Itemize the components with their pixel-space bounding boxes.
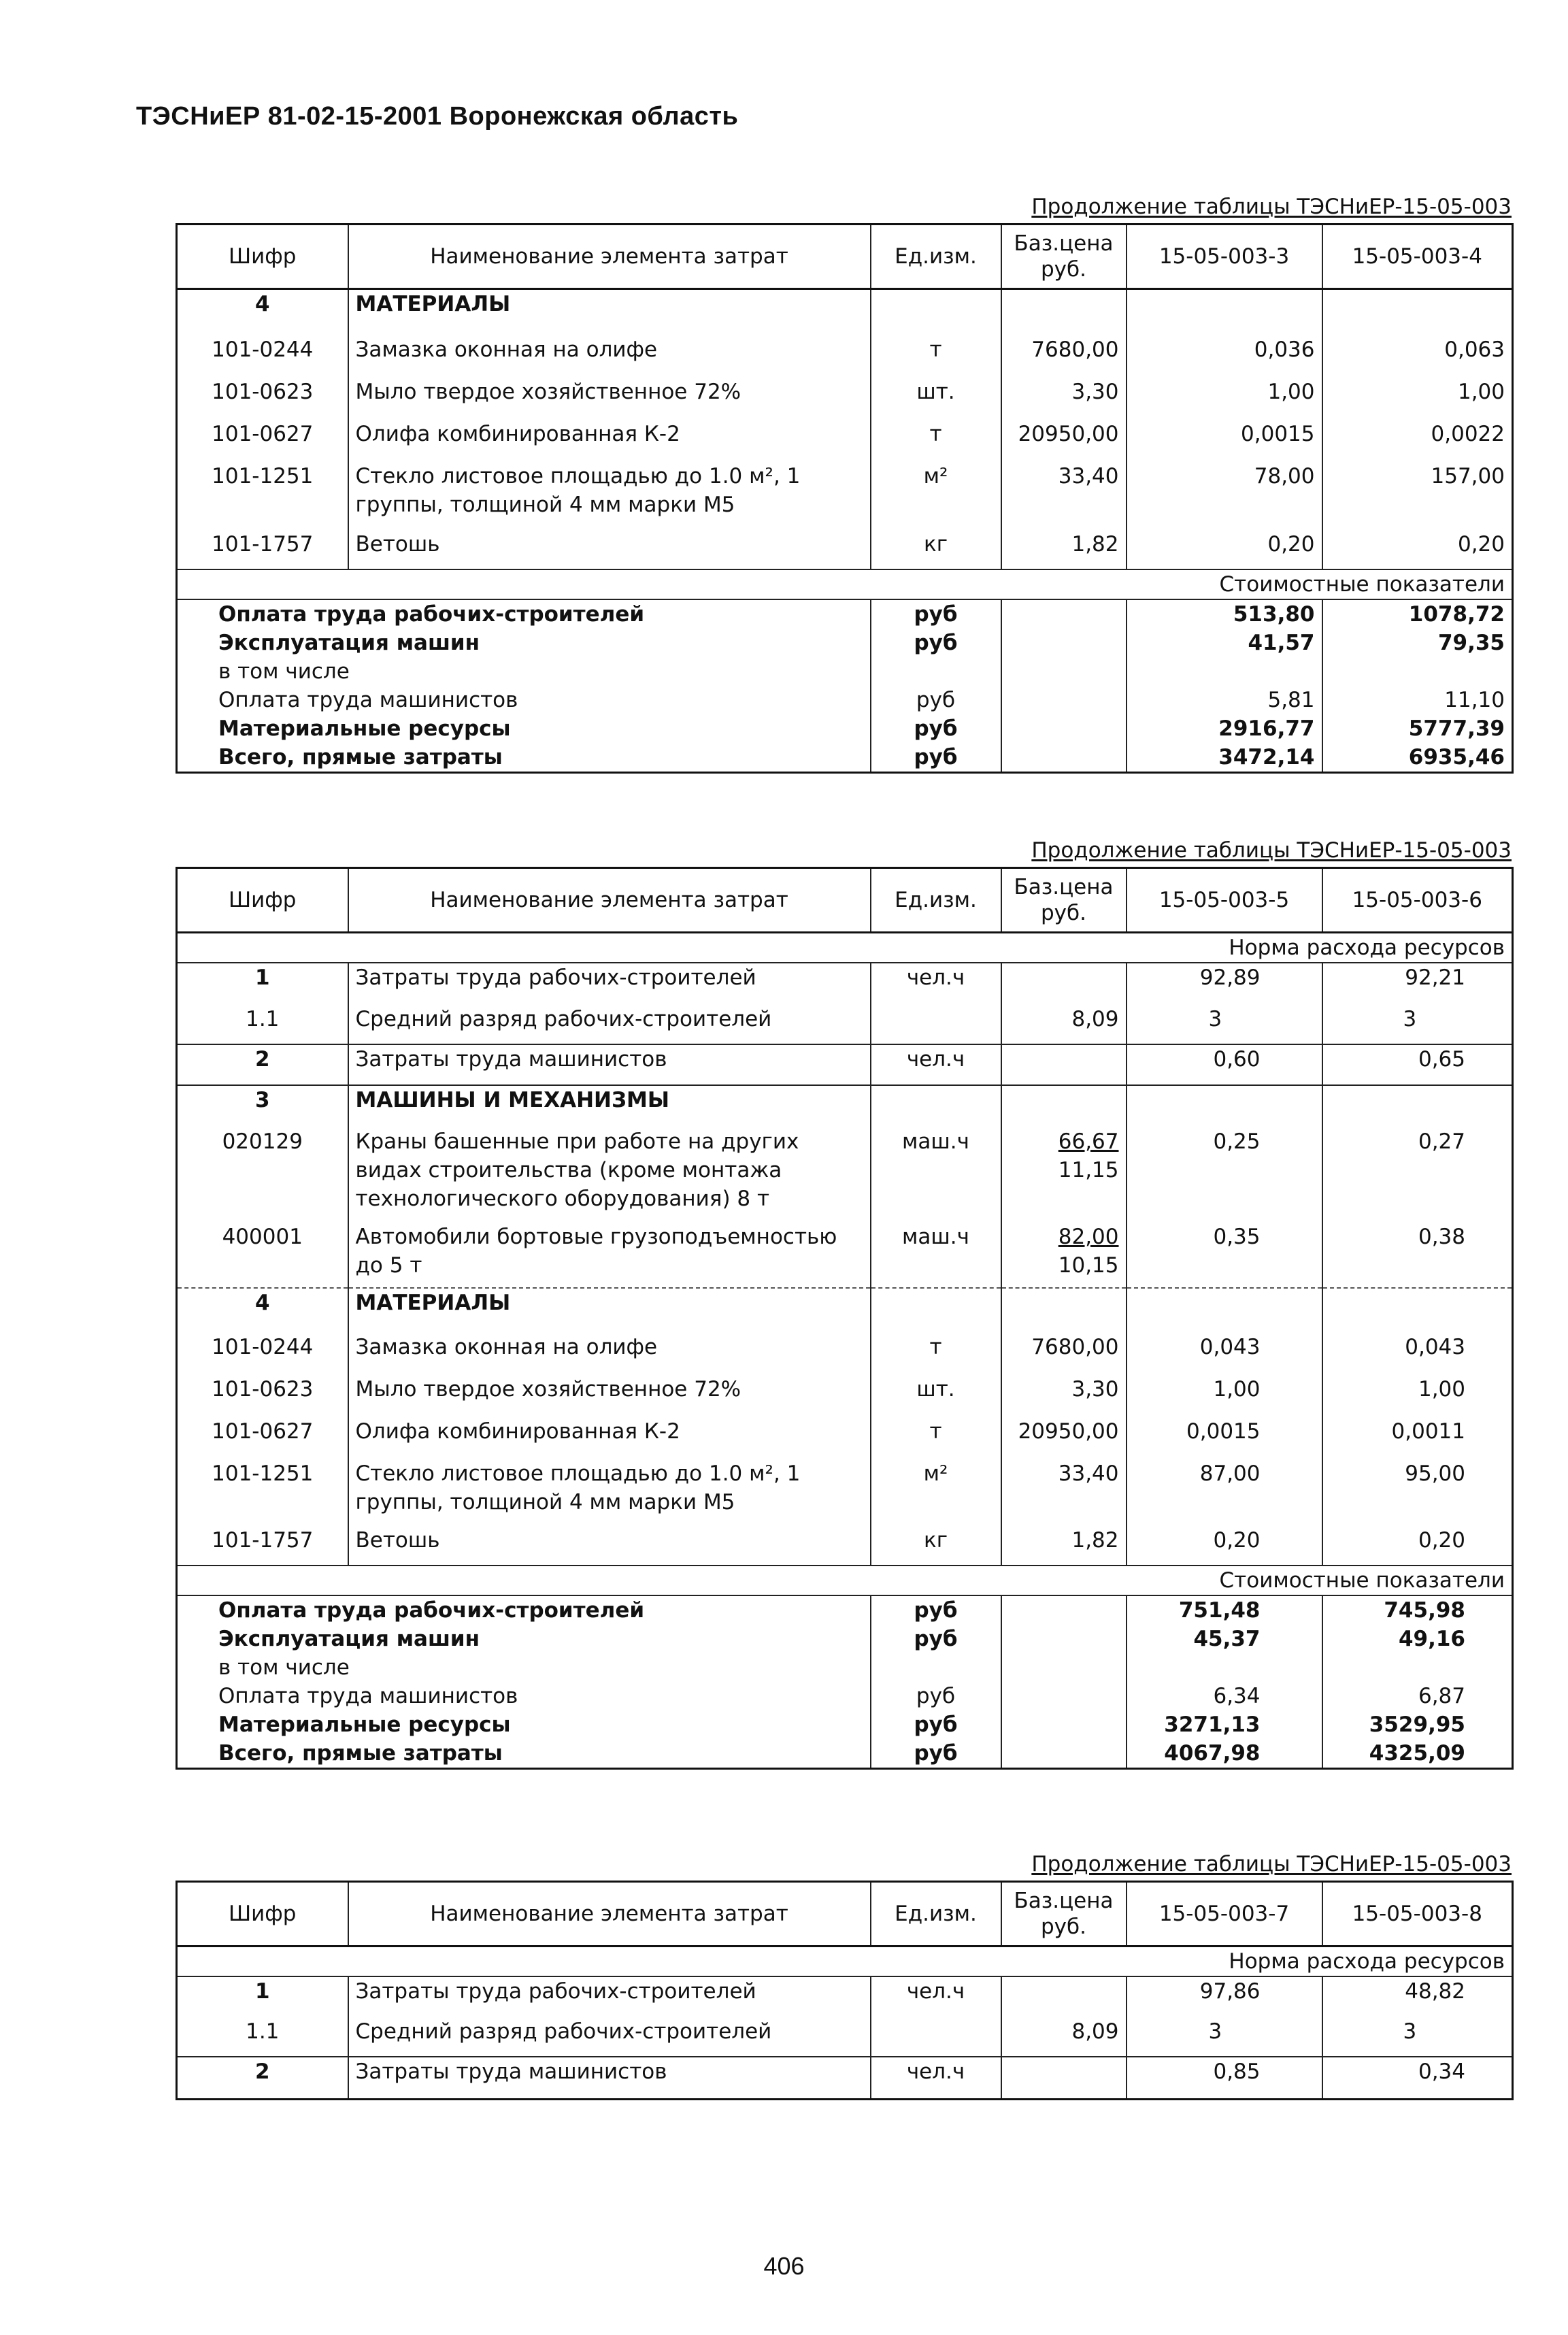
resource-name: Автомобили бортовые грузоподъемностью до 5 т — [348, 1223, 871, 1288]
resource-unit: чел.ч — [871, 2057, 1001, 2099]
resource-name: Стекло листовое площадью до 1.0 м², 1 группы, толщиной 4 мм марки М5 — [348, 462, 871, 530]
header-col-b: 15-05-003-8 — [1322, 1882, 1513, 1947]
resource-value-b: 157,00 — [1322, 462, 1513, 530]
resource-unit: чел.ч — [871, 963, 1001, 1005]
resource-code: 1 — [254, 965, 270, 990]
resource-name: Мыло твердое хозяйственное 72% — [348, 378, 871, 420]
cost-value-b: 6,87 — [1322, 1682, 1513, 1710]
resource-value-b: 0,043 — [1322, 1333, 1513, 1375]
header-col-b: 15-05-003-4 — [1322, 225, 1513, 289]
resource-price — [1001, 1044, 1127, 1085]
cost-value-a: 45,37 — [1127, 1625, 1322, 1653]
resource-price — [1001, 2057, 1127, 2099]
resource-price: 33,40 — [1001, 1459, 1127, 1526]
header-col-a: 15-05-003-5 — [1127, 868, 1322, 933]
resource-value-a: 0,0015 — [1127, 420, 1322, 462]
resource-value-b: 0,38 — [1322, 1223, 1513, 1288]
section-code: 4 — [254, 292, 270, 316]
header-unit: Ед.изм. — [871, 1882, 1001, 1947]
resource-value-a: 0,20 — [1127, 1526, 1322, 1566]
table-caption: Продолжение таблицы ТЭСНиЕР-15-05-003 — [1031, 195, 1512, 219]
cost-name: в том числе — [218, 659, 350, 684]
resource-code: 1 — [254, 1979, 270, 2004]
resource-value-a: 87,00 — [1127, 1459, 1322, 1526]
resource-price: 1,82 — [1001, 1526, 1127, 1566]
header-code: Шифр — [229, 888, 297, 912]
table-caption: Продолжение таблицы ТЭСНиЕР-15-05-003 — [1031, 838, 1512, 863]
cost-value-b: 4325,09 — [1322, 1739, 1513, 1769]
header-price: Баз.цена руб. — [1001, 1882, 1127, 1947]
section-code: 3 — [254, 1088, 270, 1112]
cost-name: Материальные ресурсы — [218, 1712, 511, 1737]
header-col-b: 15-05-003-6 — [1322, 868, 1513, 933]
header-unit: Ед.изм. — [871, 225, 1001, 289]
resource-price: 82,00 10,15 — [1001, 1223, 1127, 1288]
cost-value-a: 5,81 — [1127, 686, 1322, 714]
resource-code: 020129 — [222, 1129, 303, 1154]
header-name: Наименование элемента затрат — [348, 1882, 871, 1947]
header-col-a: 15-05-003-3 — [1127, 225, 1322, 289]
resource-price — [1001, 963, 1127, 1005]
cost-value-b: 1078,72 — [1322, 599, 1513, 629]
resource-value-a: 0,85 — [1127, 2057, 1322, 2099]
cost-value-a: 41,57 — [1127, 629, 1322, 657]
rates-table-3 — [176, 1881, 1514, 2100]
resource-value-a: 3 — [1127, 2017, 1322, 2057]
resource-name: Замазка оконная на олифе — [348, 1333, 871, 1375]
resource-price: 7680,00 — [1001, 1333, 1127, 1375]
header-name: Наименование элемента затрат — [348, 225, 871, 289]
cost-name: в том числе — [218, 1655, 350, 1680]
resource-value-b: 48,82 — [1322, 1976, 1513, 2017]
resource-name: Замазка оконная на олифе — [348, 335, 871, 378]
cost-name: Оплата труда машинистов — [218, 1684, 518, 1708]
resource-unit: маш.ч — [871, 1223, 1001, 1288]
resource-value-a: 78,00 — [1127, 462, 1322, 530]
resource-code: 101-1757 — [212, 1528, 314, 1553]
resource-unit: т — [871, 1417, 1001, 1459]
resource-code: 101-0623 — [212, 1377, 314, 1402]
header-name: Наименование элемента затрат — [348, 868, 871, 933]
resource-value-a: 1,00 — [1127, 378, 1322, 420]
resource-value-b: 0,65 — [1322, 1044, 1513, 1085]
cost-name: Материальные ресурсы — [218, 716, 511, 741]
resource-value-b: 1,00 — [1322, 378, 1513, 420]
header-price: Баз.цена руб. — [1001, 225, 1127, 289]
resource-value-a: 97,86 — [1127, 1976, 1322, 2017]
resource-price: 1,82 — [1001, 530, 1127, 569]
cost-value-a: 4067,98 — [1127, 1739, 1322, 1769]
cost-name: Оплата труда машинистов — [218, 687, 518, 712]
resource-name: Стекло листовое площадью до 1.0 м², 1 группы, толщиной 4 мм марки М5 — [348, 1459, 871, 1526]
cost-unit: руб — [871, 1739, 1001, 1769]
resource-value-b: 0,20 — [1322, 1526, 1513, 1566]
resource-price: 8,09 — [1001, 1005, 1127, 1044]
resource-value-b: 0,0011 — [1322, 1417, 1513, 1459]
cost-name: Эксплуатация машин — [218, 630, 480, 655]
resource-name: Затраты труда рабочих-строителей — [348, 963, 871, 1005]
cost-unit: руб — [871, 686, 1001, 714]
resource-code: 101-0244 — [212, 1335, 314, 1359]
resource-value-b: 3 — [1322, 1005, 1513, 1044]
resource-value-a: 0,60 — [1127, 1044, 1322, 1085]
resource-name: Мыло твердое хозяйственное 72% — [348, 1375, 871, 1417]
norm-section-label: Норма расхода ресурсов — [177, 1947, 1513, 1977]
resource-value-b: 95,00 — [1322, 1459, 1513, 1526]
resource-name: Ветошь — [348, 1526, 871, 1566]
resource-unit: маш.ч — [871, 1127, 1001, 1223]
cost-name: Эксплуатация машин — [218, 1627, 480, 1651]
resource-price: 7680,00 — [1001, 335, 1127, 378]
cost-name: Оплата труда рабочих-строителей — [218, 601, 645, 627]
resource-value-a: 0,20 — [1127, 530, 1322, 569]
resource-name: Олифа комбинированная К-2 — [348, 420, 871, 462]
cost-value-b: 49,16 — [1322, 1625, 1513, 1653]
resource-value-a: 0,0015 — [1127, 1417, 1322, 1459]
resource-unit: т — [871, 335, 1001, 378]
resource-price: 20950,00 — [1001, 420, 1127, 462]
resource-name: Олифа комбинированная К-2 — [348, 1417, 871, 1459]
resource-code: 2 — [254, 1047, 270, 1072]
resource-name: Ветошь — [348, 530, 871, 569]
cost-unit: руб — [871, 1595, 1001, 1625]
resource-unit: кг — [871, 530, 1001, 569]
resource-unit: чел.ч — [871, 1044, 1001, 1085]
cost-unit: руб — [871, 714, 1001, 743]
cost-value-a: 751,48 — [1127, 1595, 1322, 1625]
header-code: Шифр — [229, 1902, 297, 1926]
page-number: 406 — [763, 2252, 805, 2280]
cost-value-a: 513,80 — [1127, 599, 1322, 629]
resource-price: 3,30 — [1001, 1375, 1127, 1417]
resource-unit: т — [871, 420, 1001, 462]
cost-value-b: 745,98 — [1322, 1595, 1513, 1625]
resource-unit: шт. — [871, 1375, 1001, 1417]
resource-code: 101-1757 — [212, 531, 314, 557]
resource-value-b: 0,20 — [1322, 530, 1513, 569]
resource-unit: т — [871, 1333, 1001, 1375]
header-code: Шифр — [229, 244, 297, 269]
section-code: 4 — [177, 1288, 348, 1333]
resource-name: Краны башенные при работе на других видах строительства (кроме монтажа технологического оборудования) 8 т — [348, 1127, 871, 1223]
resource-unit: м² — [871, 462, 1001, 530]
cost-value-a: 6,34 — [1127, 1682, 1322, 1710]
cost-unit: руб — [871, 1710, 1001, 1739]
resource-code: 400001 — [222, 1225, 303, 1249]
cost-value-a: 3472,14 — [1127, 743, 1322, 773]
resource-value-a: 0,043 — [1127, 1333, 1322, 1375]
resource-price: 66,67 11,15 — [1001, 1127, 1127, 1223]
resource-price: 3,30 — [1001, 378, 1127, 420]
rates-table-2 — [176, 867, 1514, 1770]
norm-section-label: Норма расхода ресурсов — [177, 933, 1513, 963]
resource-value-b: 0,27 — [1322, 1127, 1513, 1223]
cost-name: Оплата труда рабочих-строителей — [218, 1598, 645, 1623]
resource-code: 101-0627 — [212, 421, 314, 446]
cost-value-b: 79,35 — [1322, 629, 1513, 657]
resource-name: Затраты труда машинистов — [348, 2057, 871, 2099]
resource-price: 20950,00 — [1001, 1417, 1127, 1459]
resource-value-a: 0,25 — [1127, 1127, 1322, 1223]
resource-value-b: 0,0022 — [1322, 420, 1513, 462]
cost-value-a: 3271,13 — [1127, 1710, 1322, 1739]
cost-value-b: 11,10 — [1322, 686, 1513, 714]
resource-code: 101-1251 — [212, 463, 314, 488]
section-title: МАШИНЫ И МЕХАНИЗМЫ — [348, 1085, 871, 1127]
cost-unit: руб — [871, 1682, 1001, 1710]
resource-unit: кг — [871, 1526, 1001, 1566]
resource-code: 1.1 — [246, 1007, 280, 1031]
resource-value-a: 1,00 — [1127, 1375, 1322, 1417]
cost-value-b: 5777,39 — [1322, 714, 1513, 743]
resource-unit: м² — [871, 1459, 1001, 1526]
resource-unit — [871, 2017, 1001, 2057]
resource-value-a: 0,35 — [1127, 1223, 1322, 1288]
resource-value-a: 92,89 — [1127, 963, 1322, 1005]
resource-code: 101-0623 — [212, 379, 314, 404]
resource-price: 33,40 — [1001, 462, 1127, 530]
cost-value-b: 6935,46 — [1322, 743, 1513, 773]
resource-name: Средний разряд рабочих-строителей — [348, 2017, 871, 2057]
cost-value-b: 3529,95 — [1322, 1710, 1513, 1739]
cost-name: Всего, прямые затраты — [218, 744, 503, 769]
cost-unit: руб — [871, 599, 1001, 629]
resource-value-a: 0,036 — [1127, 335, 1322, 378]
header-col-a: 15-05-003-7 — [1127, 1882, 1322, 1947]
resource-code: 1.1 — [246, 2019, 280, 2044]
resource-price: 8,09 — [1001, 2017, 1127, 2057]
rates-table-1 — [176, 223, 1514, 774]
resource-value-b: 1,00 — [1322, 1375, 1513, 1417]
cost-section-label: Стоимостные показатели — [177, 1566, 1513, 1595]
resource-name: Средний разряд рабочих-строителей — [348, 1005, 871, 1044]
cost-unit: руб — [871, 1625, 1001, 1653]
resource-value-b: 0,34 — [1322, 2057, 1513, 2099]
resource-code: 2 — [254, 2059, 270, 2084]
table-caption: Продолжение таблицы ТЭСНиЕР-15-05-003 — [1031, 1852, 1512, 1876]
resource-name: Затраты труда машинистов — [348, 1044, 871, 1085]
header-unit: Ед.изм. — [871, 868, 1001, 933]
page-title: ТЭСНиЕР 81-02-15-2001 Воронежская область — [136, 102, 739, 131]
resource-name: Затраты труда рабочих-строителей — [348, 1976, 871, 2017]
resource-code: 101-1251 — [212, 1461, 314, 1486]
resource-code: 101-0627 — [212, 1419, 314, 1444]
resource-unit — [871, 1005, 1001, 1044]
resource-value-a: 3 — [1127, 1005, 1322, 1044]
resource-value-b: 3 — [1322, 2017, 1513, 2057]
resource-price — [1001, 1976, 1127, 2017]
resource-unit: чел.ч — [871, 1976, 1001, 2017]
resource-code: 101-0244 — [212, 337, 314, 362]
resource-value-b: 92,21 — [1322, 963, 1513, 1005]
resource-value-b: 0,063 — [1322, 335, 1513, 378]
cost-section-label: Стоимостные показатели — [177, 569, 1513, 599]
cost-unit: руб — [871, 629, 1001, 657]
section-title: МАТЕРИАЛЫ — [348, 289, 871, 335]
header-price: Баз.цена руб. — [1001, 868, 1127, 933]
section-title: МАТЕРИАЛЫ — [348, 1288, 871, 1333]
cost-name: Всего, прямые затраты — [218, 1741, 503, 1766]
resource-unit: шт. — [871, 378, 1001, 420]
cost-value-a: 2916,77 — [1127, 714, 1322, 743]
cost-unit: руб — [871, 743, 1001, 773]
